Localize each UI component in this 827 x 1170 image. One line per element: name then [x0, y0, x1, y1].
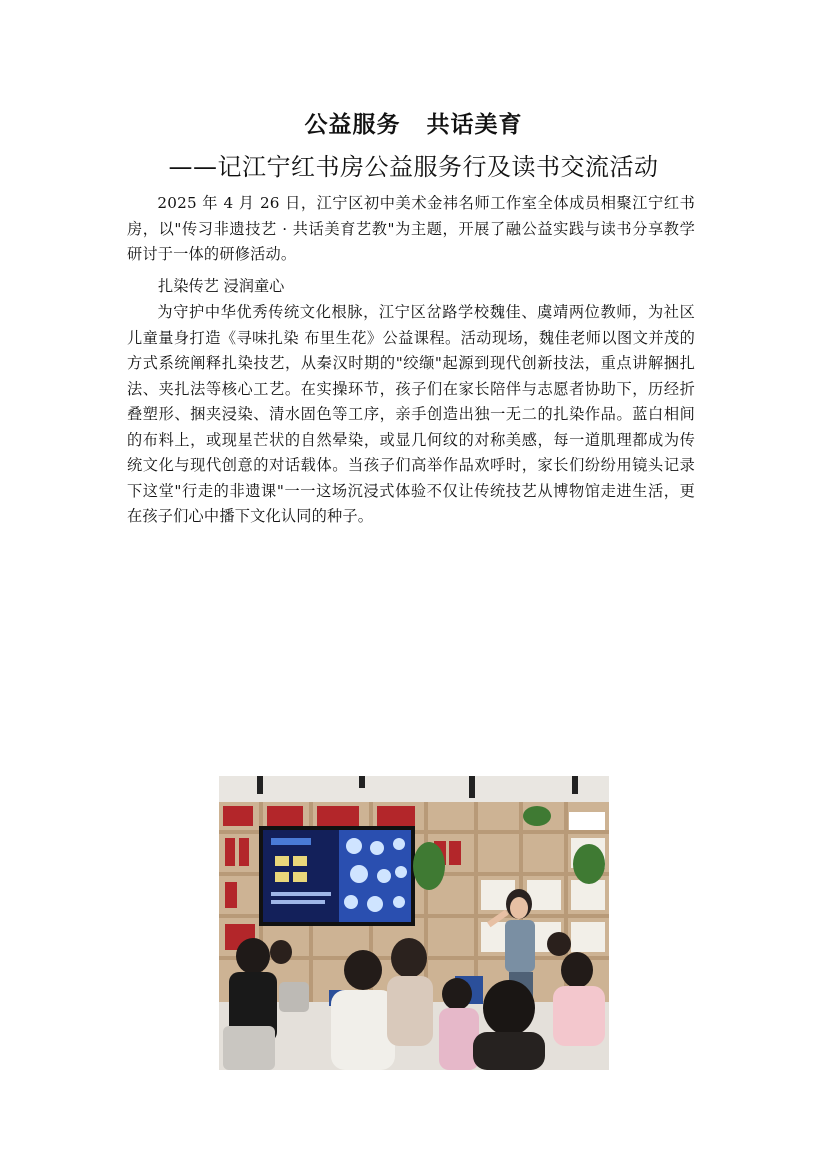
classroom-photo-illustration — [219, 776, 609, 1070]
section-paragraph: 为守护中华优秀传统文化根脉，江宁区岔路学校魏佳、虞靖两位教师，为社区儿童量身打造《寻味扎染 布里生花》公益课程。活动现场，魏佳老师以图文并茂的方式系统阐释扎染技艺，从秦汉时期的"绞缬"起源到现代创新技法，重点讲解捆扎法、夹扎法等核心工艺。在实操环节，孩子们在家长陪伴与志愿者协助下，历经折叠塑形、捆夹浸染、清水固色等工序，亲手创造出独一无二的扎染作品。蓝白相间的布料上，或现星芒状的自然晕染，或显几何纹的对称美感，每一道肌理都成为传统文化与现代创意的对话载体。当孩子们高举作品欢呼时，家长们纷纷用镜头记录下这堂"行走的非遗课"一一这场沉浸式体验不仅让传统技艺从博物馆走进生活，更在孩子们心中播下文化认同的种子。 — [127, 303, 695, 525]
title-part-1: 公益服务 — [304, 112, 401, 138]
document-title — [0, 106, 827, 139]
intro-paragraph: 2025 年 4 月 26 日，江宁区初中美术金祎名师工作室全体成员相聚江宁红书房，以"传习非遗技艺 · 共话美育艺教"为主题，开展了融公益实践与读书分享教学研讨于一体的研修活动。 — [127, 194, 695, 263]
activity-photo — [219, 776, 609, 1070]
title-part-2: 共话美育 — [426, 112, 523, 138]
document-subtitle: ——记江宁红书房公益服务行及读书交流活动 — [168, 153, 659, 181]
section-heading: 扎染传艺 浸润童心 — [158, 277, 285, 295]
